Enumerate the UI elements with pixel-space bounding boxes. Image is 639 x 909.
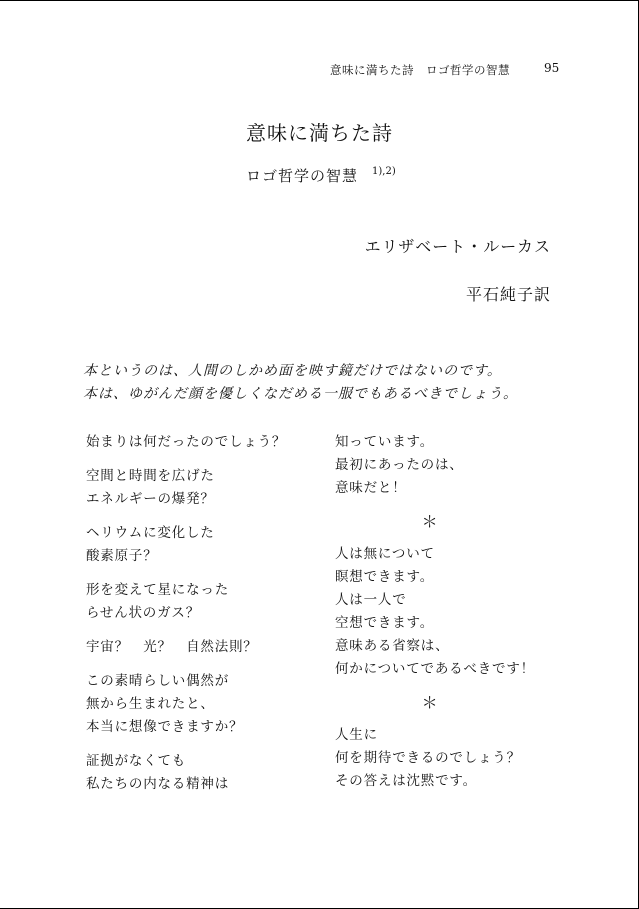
poem-left-column — [86, 431, 326, 807]
article-subtitle — [246, 165, 396, 186]
poem-line: 空間と時間を広げた — [86, 468, 215, 484]
poem-line: 意味だと！ — [335, 480, 407, 496]
page-border-top — [0, 0, 639, 1]
translator-credit: 平石純子訳 — [465, 285, 551, 304]
poem-right-column — [335, 431, 595, 804]
poem-line: 何かについてであるべきです！ — [335, 661, 535, 677]
poem-line: 知っています。 — [335, 434, 435, 450]
stanza — [86, 522, 326, 568]
stanza — [335, 431, 595, 500]
poem-line: 始まりは何だったのでしょう？ — [86, 434, 287, 450]
poem-line: 最初にあったのは、 — [335, 457, 464, 473]
page-number: 95 — [544, 61, 560, 75]
poem-line: 宇宙？ 光？ 自然法則？ — [86, 639, 258, 655]
poem-line: 酸素原子？ — [86, 548, 158, 564]
poem-line: この素晴らしい偶然が — [86, 673, 229, 689]
section-separator: ＊ — [421, 693, 439, 712]
poem-line: 人生に — [335, 727, 378, 743]
section-separator: ＊ — [421, 512, 439, 531]
poem-line: その答えは沈黙です。 — [335, 773, 477, 789]
poem-line: 空想できます。 — [335, 615, 435, 631]
epigraph-line: 本というのは、人間のしかめ面を映す鏡だけではないのです。 — [83, 363, 502, 379]
poem-line: 意味ある省察は、 — [335, 638, 450, 654]
subtitle-text: ロゴ哲学の智慧 — [246, 167, 359, 185]
poem-line: 無から生まれたと、 — [86, 696, 215, 712]
poem-line: ヘリウムに変化した — [86, 525, 215, 541]
poem-line: 人は一人で — [335, 592, 407, 608]
poem-line: 私たちの内なる精神は — [86, 776, 229, 792]
epigraph — [83, 360, 518, 406]
poem-line: 人は無について — [335, 546, 435, 562]
footnote-references: 1),2) — [372, 166, 396, 177]
author-name: エリザベート・ルーカス — [364, 237, 551, 256]
poem-line: 瞑想できます。 — [335, 569, 435, 585]
poem-line: 証拠がなくても — [86, 753, 187, 769]
article-title: 意味に満ちた詩 — [246, 121, 393, 145]
running-header: 意味に満ちた詩 ロゴ哲学の智慧 — [330, 63, 510, 77]
stanza — [86, 750, 326, 796]
epigraph-line: 本は、ゆがんだ顔を優しくなだめる一服でもあるべきでしょう。 — [83, 386, 518, 402]
stanza — [335, 724, 595, 793]
poem-line: エネルギーの爆発？ — [86, 491, 215, 507]
stanza — [86, 670, 326, 739]
poem-line: らせん状のガス？ — [86, 605, 200, 621]
stanza — [86, 579, 326, 625]
stanza — [86, 636, 326, 659]
poem-line: 何を期待できるのでしょう？ — [335, 750, 521, 766]
stanza — [86, 431, 326, 454]
poem-line: 本当に想像できますか？ — [86, 719, 244, 735]
poem-line: 形を変えて星になった — [86, 582, 229, 598]
stanza — [86, 465, 326, 511]
stanza — [335, 543, 595, 681]
